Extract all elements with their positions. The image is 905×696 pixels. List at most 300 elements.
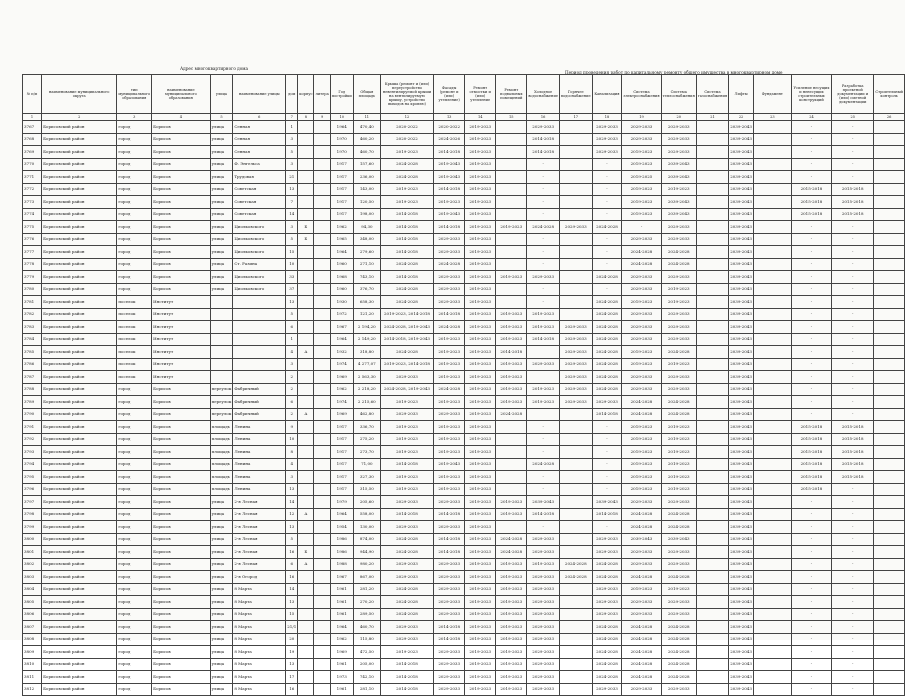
table-cell: -: [832, 383, 874, 396]
table-cell: 2: [286, 383, 298, 396]
table-cell: 2024-2028: [622, 508, 661, 521]
table-cell: улица: [210, 283, 233, 296]
table-cell: 271,10: [353, 258, 380, 271]
table-cell: [559, 671, 592, 684]
table-cell: 2019-2023: [622, 183, 661, 196]
table-cell: [298, 658, 314, 671]
table-cell: [298, 396, 314, 409]
table-cell: [753, 358, 791, 371]
table-cell: [298, 246, 314, 259]
table-cell: [696, 496, 728, 509]
table-cell: 15: [286, 608, 298, 621]
table-cell: 2019-2023: [622, 296, 661, 309]
table-cell: 2029-2033: [434, 271, 465, 284]
table-cell: -: [527, 483, 560, 496]
table-cell: улица: [210, 158, 233, 171]
table-cell: 2019-2023: [465, 558, 496, 571]
table-cell: 2015-2018: [832, 421, 874, 434]
table-cell: [874, 333, 905, 346]
table-cell: 2024-2028: [592, 571, 622, 584]
table-cell: Борисовский район: [42, 308, 117, 321]
table-cell: 236,00: [353, 171, 380, 184]
table-cell: 2029-2033: [527, 608, 560, 621]
table-cell: А: [298, 346, 314, 359]
table-cell: [559, 508, 592, 521]
table-cell: [559, 683, 592, 696]
table-cell: 205,00: [353, 658, 380, 671]
table-cell: [696, 221, 728, 234]
table-cell: Советская: [233, 196, 286, 209]
table-cell: Борисов: [152, 383, 210, 396]
table-cell: 2024-2028: [380, 608, 433, 621]
table-cell: 2019-2023: [380, 421, 433, 434]
table-cell: [753, 446, 791, 459]
table-cell: 2029-2033: [434, 596, 465, 609]
table-cell: Б: [298, 546, 314, 559]
table-cell: 2019-2023: [622, 208, 661, 221]
table-cell: 3804: [23, 583, 42, 596]
table-row: [23, 633, 905, 646]
table-cell: город: [117, 583, 152, 596]
table-cell: 2019-2023: [434, 396, 465, 409]
column-header: Система электроснабжения: [622, 75, 661, 114]
table-cell: 2039-2043: [729, 546, 754, 559]
table-cell: Борисовский район: [42, 571, 117, 584]
table-cell: город: [117, 421, 152, 434]
table-cell: Борисов: [152, 208, 210, 221]
table-cell: -: [791, 358, 831, 371]
table-cell: -: [832, 621, 874, 634]
table-cell: 2039-2043: [729, 596, 754, 609]
table-cell: [696, 321, 728, 334]
table-cell: улица: [210, 146, 233, 159]
table-cell: 2024-2028: [622, 408, 661, 421]
table-cell: [314, 621, 330, 634]
table-cell: -: [832, 321, 874, 334]
table-cell: [496, 246, 527, 259]
table-cell: -: [791, 671, 831, 684]
table-cell: 2019-2023: [380, 433, 433, 446]
table-cell: 1962: [330, 383, 353, 396]
table-cell: 2 215,60: [353, 396, 380, 409]
table-cell: 2024-2028: [592, 558, 622, 571]
table-cell: 2029-2033: [434, 683, 465, 696]
table-cell: [696, 571, 728, 584]
table-cell: Борисовский район: [42, 408, 117, 421]
table-cell: -: [832, 658, 874, 671]
table-cell: 1917: [330, 183, 353, 196]
table-cell: 281,10: [353, 683, 380, 696]
table-cell: -: [527, 433, 560, 446]
table-cell: 2029-2033: [380, 371, 433, 384]
table-row: [23, 371, 905, 384]
table-cell: 2029-2033: [559, 333, 592, 346]
table-cell: Борисов: [152, 583, 210, 596]
table-cell: 3794: [23, 458, 42, 471]
table-cell: 2029-2033: [559, 371, 592, 384]
table-cell: 2019-2023: [434, 433, 465, 446]
table-cell: Сенная: [233, 133, 286, 146]
table-cell: город: [117, 283, 152, 296]
table-cell: [559, 496, 592, 509]
table-cell: 2039-2043: [729, 308, 754, 321]
table-cell: [298, 283, 314, 296]
table-cell: [314, 671, 330, 684]
table-cell: Фабричный: [233, 408, 286, 421]
table-cell: [753, 346, 791, 359]
table-cell: 2029-2033: [622, 371, 661, 384]
table-cell: 2039-2043: [661, 208, 696, 221]
table-cell: 1962: [330, 633, 353, 646]
table-cell: 2029-2033: [592, 546, 622, 559]
table-cell: улица: [210, 196, 233, 209]
table-cell: [696, 383, 728, 396]
table-cell: 2019-2023: [496, 508, 527, 521]
table-cell: Борисовский район: [42, 133, 117, 146]
column-header: улица: [210, 75, 233, 114]
table-cell: Борисовский район: [42, 521, 117, 534]
table-cell: 2019-2023: [465, 533, 496, 546]
table-cell: Борисовский район: [42, 683, 117, 696]
table-cell: [314, 633, 330, 646]
table-cell: 2020-2022: [380, 121, 433, 134]
table-cell: 2014-2018: [434, 146, 465, 159]
table-cell: Борисов: [152, 633, 210, 646]
table-cell: Борисовский район: [42, 208, 117, 221]
table-cell: 2014-2018: [496, 346, 527, 359]
table-cell: [298, 258, 314, 271]
table-cell: [696, 533, 728, 546]
table-cell: [210, 358, 233, 371]
table-cell: 2039-2043: [729, 483, 754, 496]
table-cell: 2024-2028: [380, 258, 433, 271]
table-cell: [696, 396, 728, 409]
table-cell: город: [117, 258, 152, 271]
table-cell: 2019-2023: [465, 683, 496, 696]
table-cell: 8 Марта: [233, 583, 286, 596]
table-cell: улица: [210, 208, 233, 221]
table-cell: 2014-2018: [434, 508, 465, 521]
table-cell: 2029-2033: [434, 283, 465, 296]
table-cell: 2029-2033: [661, 121, 696, 134]
table-cell: -: [791, 271, 831, 284]
table-cell: 2039-2043: [729, 683, 754, 696]
table-cell: 2029-2033: [622, 596, 661, 609]
table-cell: 2029-2033: [592, 133, 622, 146]
table-cell: [874, 183, 905, 196]
table-cell: Борисовский район: [42, 258, 117, 271]
table-cell: поселок: [117, 296, 152, 309]
table-cell: 2029-2033: [661, 308, 696, 321]
table-cell: 2039-2043: [622, 533, 661, 546]
table-cell: 2039-2043: [729, 183, 754, 196]
table-cell: 3768: [23, 133, 42, 146]
table-cell: 743,10: [353, 271, 380, 284]
table-cell: [314, 533, 330, 546]
table-cell: 1917: [330, 458, 353, 471]
table-cell: 2024-2028: [592, 371, 622, 384]
table-cell: -: [592, 471, 622, 484]
table-cell: 3773: [23, 196, 42, 209]
table-cell: поселок: [117, 308, 152, 321]
column-header: Лифты: [729, 75, 754, 114]
table-row: [23, 358, 905, 371]
table-cell: [314, 358, 330, 371]
table-cell: 1962: [330, 221, 353, 234]
column-number: 13: [434, 114, 465, 121]
table-cell: 2019-2023: [465, 571, 496, 584]
table-row: [23, 421, 905, 434]
table-cell: -: [791, 121, 831, 134]
table-cell: 2024-2028: [434, 383, 465, 396]
table-cell: 3791: [23, 421, 42, 434]
table-cell: 2039-2043: [729, 208, 754, 221]
table-cell: 2015-2018: [791, 183, 831, 196]
table-cell: улица: [210, 508, 233, 521]
table-cell: Борисов: [152, 396, 210, 409]
table-cell: [559, 483, 592, 496]
table-cell: Борисов: [152, 458, 210, 471]
table-cell: [874, 246, 905, 259]
table-cell: -: [791, 408, 831, 421]
table-cell: -: [791, 133, 831, 146]
table-cell: 14: [286, 208, 298, 221]
table-cell: 2029-2033: [661, 233, 696, 246]
table-cell: 2015-2018: [832, 446, 874, 459]
table-cell: улица: [210, 633, 233, 646]
table-cell: 2024-2028: [380, 283, 433, 296]
column-header: тип муниципального образования: [117, 75, 152, 114]
table-cell: 2024-2028: [622, 571, 661, 584]
table-cell: 2029-2033: [661, 383, 696, 396]
table-cell: -: [791, 321, 831, 334]
table-cell: -: [832, 633, 874, 646]
table-cell: 15: [286, 246, 298, 259]
table-cell: улица: [210, 596, 233, 609]
table-cell: 2039-2043: [729, 221, 754, 234]
table-cell: -: [791, 333, 831, 346]
column-header: дом: [286, 75, 298, 114]
table-cell: город: [117, 633, 152, 646]
table-cell: 2024-2028: [559, 571, 592, 584]
table-cell: [314, 258, 330, 271]
table-cell: -: [592, 233, 622, 246]
table-cell: 13: [286, 658, 298, 671]
table-cell: [696, 421, 728, 434]
table-cell: [559, 646, 592, 659]
table-cell: 157,60: [353, 158, 380, 171]
table-cell: 1917: [330, 421, 353, 434]
table-cell: 2019-2023: [465, 233, 496, 246]
column-number: 7: [286, 114, 298, 121]
table-cell: -: [791, 346, 831, 359]
table-cell: [314, 133, 330, 146]
table-cell: [314, 571, 330, 584]
table-cell: [753, 471, 791, 484]
table-cell: город: [117, 246, 152, 259]
table-cell: 2024-2028: [592, 658, 622, 671]
table-cell: 2024-2028: [496, 546, 527, 559]
table-cell: 1969: [330, 371, 353, 384]
table-cell: 2019-2023: [661, 583, 696, 596]
table-cell: [314, 333, 330, 346]
table-cell: Борисовский район: [42, 158, 117, 171]
column-header: Фасады (ремонт и (или) утепление): [434, 75, 465, 114]
table-cell: [298, 621, 314, 634]
table-cell: 2024-2028: [661, 408, 696, 421]
table-cell: 327,30: [353, 471, 380, 484]
table-cell: 3800: [23, 533, 42, 546]
table-cell: -: [832, 358, 874, 371]
table-cell: -: [791, 633, 831, 646]
table-cell: 37: [286, 283, 298, 296]
table-cell: [496, 483, 527, 496]
table-cell: 2014-2018: [380, 208, 433, 221]
table-cell: 3796: [23, 483, 42, 496]
table-cell: 2014-2018: [380, 683, 433, 696]
table-cell: 2029-2033: [622, 683, 661, 696]
table-cell: Фабричный: [233, 383, 286, 396]
table-cell: 2029-2033: [527, 633, 560, 646]
column-number: 25: [832, 114, 874, 121]
column-number: 12: [380, 114, 433, 121]
table-row: [23, 383, 905, 396]
table-cell: 2019-2023: [465, 408, 496, 421]
table-cell: 1917: [330, 471, 353, 484]
table-cell: 2039-2043: [661, 171, 696, 184]
table-cell: 2019-2023: [380, 183, 433, 196]
table-cell: [314, 408, 330, 421]
column-number: 21: [696, 114, 728, 121]
table-cell: 3807: [23, 621, 42, 634]
table-row: [23, 258, 905, 271]
table-cell: 2019-2023: [465, 646, 496, 659]
table-cell: 2019-2023: [527, 308, 560, 321]
table-cell: улица: [210, 558, 233, 571]
table-cell: [314, 308, 330, 321]
table-cell: 2029-2033: [661, 371, 696, 384]
table-cell: 2019-2023: [380, 446, 433, 459]
table-cell: площадь: [210, 433, 233, 446]
column-header: Горячее водоснабжение: [559, 75, 592, 114]
table-cell: 21: [286, 171, 298, 184]
column-header: Система теплоснабжения: [661, 75, 696, 114]
table-cell: 1964: [330, 121, 353, 134]
table-cell: [210, 346, 233, 359]
table-cell: 8 Марта: [233, 621, 286, 634]
table-cell: [496, 196, 527, 209]
table-cell: 2029-2033: [380, 496, 433, 509]
table-cell: 1961: [330, 683, 353, 696]
table-cell: [210, 308, 233, 321]
table-row: [23, 608, 905, 621]
table-cell: [559, 471, 592, 484]
table-cell: 2024-2028: [661, 671, 696, 684]
table-cell: 2019-2023: [380, 483, 433, 496]
table-cell: 2014-2018: [434, 633, 465, 646]
table-cell: [496, 296, 527, 309]
table-cell: 2019-2023: [465, 158, 496, 171]
table-cell: [874, 371, 905, 384]
table-cell: Борисовский район: [42, 558, 117, 571]
table-cell: 2019-2043: [434, 171, 465, 184]
table-cell: [696, 358, 728, 371]
table-cell: [874, 596, 905, 609]
table-cell: 8: [286, 446, 298, 459]
table-cell: 3782: [23, 308, 42, 321]
table-cell: город: [117, 658, 152, 671]
table-cell: [559, 608, 592, 621]
table-cell: [559, 283, 592, 296]
table-row: [23, 221, 905, 234]
table-cell: 2019-2023: [661, 458, 696, 471]
table-cell: город: [117, 646, 152, 659]
table-cell: [314, 233, 330, 246]
column-number: 24: [791, 114, 831, 121]
table-cell: [314, 683, 330, 696]
table-cell: 1964: [330, 621, 353, 634]
table-cell: 2019-2023: [661, 483, 696, 496]
table-cell: город: [117, 546, 152, 559]
table-cell: 2019-2023: [496, 321, 527, 334]
table-cell: [314, 396, 330, 409]
table-cell: Борисовский район: [42, 383, 117, 396]
table-cell: 2019-2023: [496, 608, 527, 621]
table-cell: [298, 483, 314, 496]
column-number: 20: [661, 114, 696, 121]
table-cell: 2024-2028: [527, 458, 560, 471]
table-cell: 2019-2023: [465, 383, 496, 396]
column-number: 6: [233, 114, 286, 121]
table-cell: 2019-2023: [465, 196, 496, 209]
table-cell: 2024-2028: [661, 521, 696, 534]
table-cell: 2029-2033: [434, 558, 465, 571]
table-cell: -: [592, 208, 622, 221]
table-cell: [298, 371, 314, 384]
table-cell: 2014-2018: [434, 533, 465, 546]
table-cell: улица: [210, 608, 233, 621]
table-cell: [233, 346, 286, 359]
table-cell: 2019-2023: [465, 221, 496, 234]
table-cell: 2014-2018: [380, 221, 433, 234]
table-cell: 2014-2018: [527, 333, 560, 346]
table-cell: [874, 558, 905, 571]
table-cell: 2019-2023: [496, 558, 527, 571]
table-cell: 1917: [330, 208, 353, 221]
table-cell: переулок: [210, 396, 233, 409]
table-cell: [874, 271, 905, 284]
table-cell: 2029-2033: [434, 408, 465, 421]
table-cell: 2015-2018: [832, 208, 874, 221]
table-cell: Борисов: [152, 658, 210, 671]
table-cell: 2015-2018: [832, 458, 874, 471]
table-cell: 2019-2023: [465, 446, 496, 459]
table-cell: [753, 383, 791, 396]
column-number: 22: [729, 114, 754, 121]
table-cell: город: [117, 608, 152, 621]
table-cell: 1930: [330, 296, 353, 309]
table-row: [23, 308, 905, 321]
table-cell: -: [592, 433, 622, 446]
table-cell: [753, 321, 791, 334]
table-cell: [559, 583, 592, 596]
table-cell: [559, 658, 592, 671]
table-cell: 2029-2033: [559, 346, 592, 359]
table-cell: А: [298, 408, 314, 421]
table-cell: город: [117, 521, 152, 534]
table-cell: 2019-2023: [434, 371, 465, 384]
table-cell: 2014-2018: [434, 621, 465, 634]
